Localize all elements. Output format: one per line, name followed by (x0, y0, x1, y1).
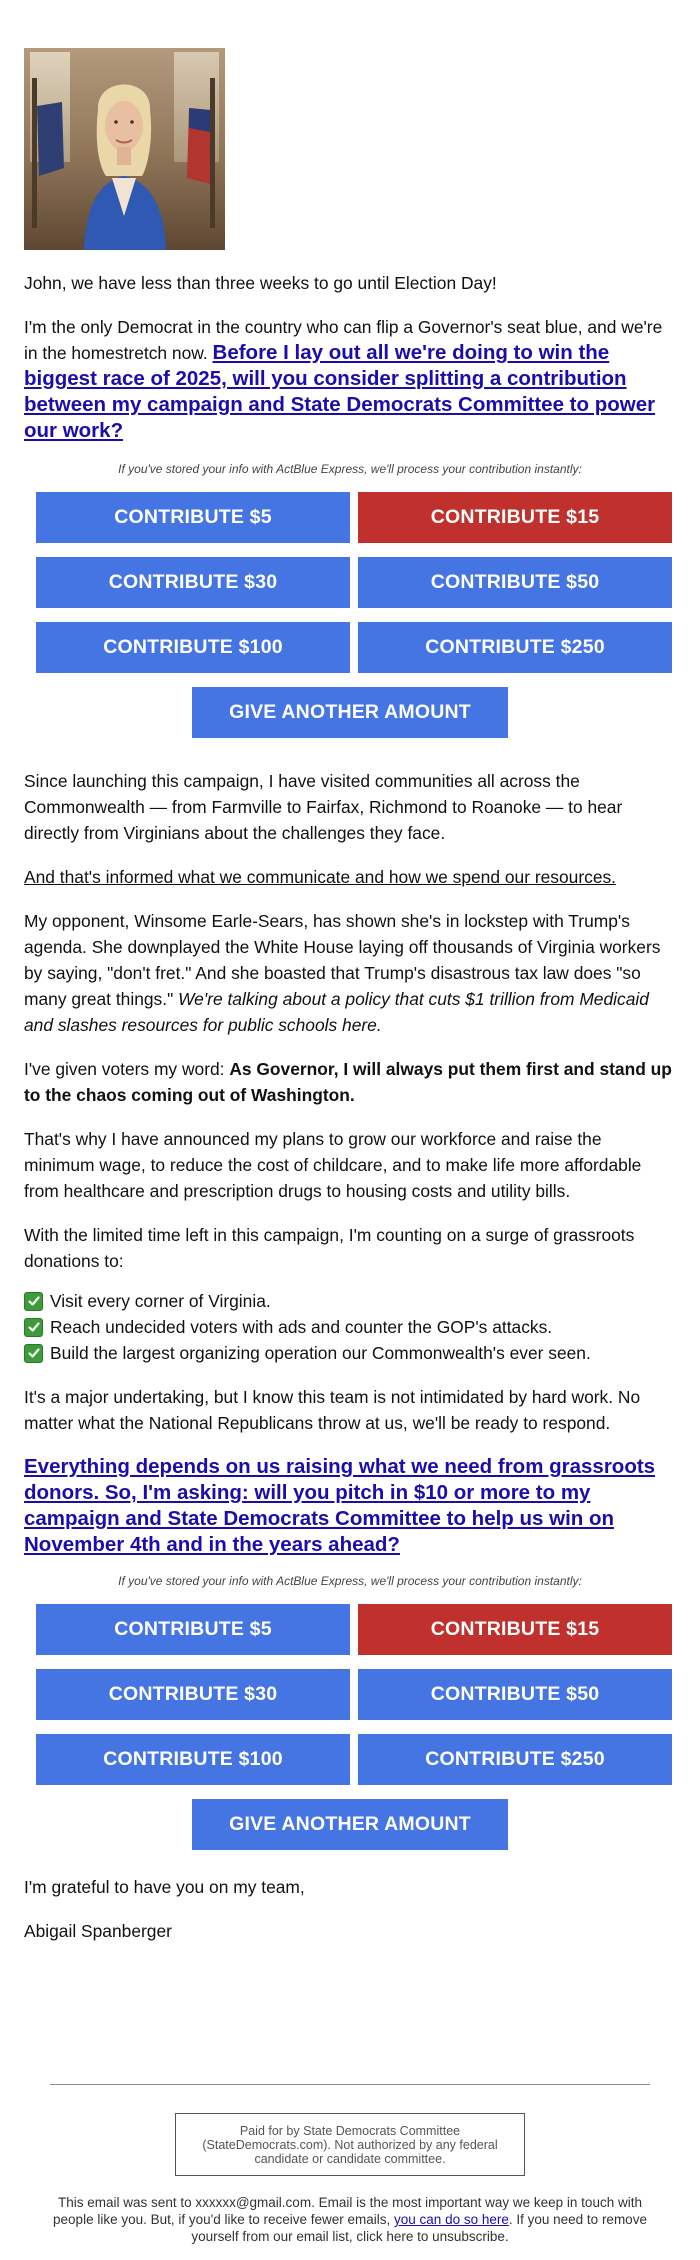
list-item (24, 1314, 676, 1340)
campaign-paragraph: Since launching this campaign, I have visited communities all across the Commonwealth — from Farmville to Fairfax, Richmond to Roanoke — to hear directly from Virginians about the challenges they face. (24, 771, 623, 843)
ask-donate-link[interactable]: Everything depends on us raising what we need from grassroots donors. So, I'm asking: will you pitch in $10 or more to my campaign and State Democrats Committee to help us win on November 4th and in the years ahead? (24, 1455, 656, 1556)
checklist-text: Build the largest organizing operation our Commonwealth's ever seen. (50, 1343, 591, 1363)
contribute-100-button[interactable]: CONTRIBUTE $100 (36, 622, 350, 673)
donation-buttons-2 (36, 1604, 676, 1785)
contribute-30-button[interactable]: CONTRIBUTE $30 (36, 1669, 350, 1720)
opponent-italic: We're talking about a policy that cuts $1 trillion from Medicaid and slashes resources for public schools here. (24, 989, 649, 1035)
contribute-50-button[interactable]: CONTRIBUTE $50 (358, 557, 672, 608)
check-mark-icon (24, 1292, 43, 1311)
promise-bold: As Governor, I will always put them first and stand up to the chaos coming out of Washington. (24, 1059, 672, 1105)
checklist-text: Reach undecided voters with ads and counter the GOP's attacks. (50, 1317, 553, 1337)
signature: Abigail Spanberger (24, 1921, 172, 1941)
email-body (24, 48, 676, 1962)
list-item (24, 1288, 676, 1314)
goals-checklist (24, 1288, 676, 1366)
paid-for-disclaimer: Paid for by State Democrats Committee (StateDemocrats.com). Not authorized by any federal candidate or candidate committee. (175, 2113, 525, 2176)
contribute-250-button[interactable]: CONTRIBUTE $250 (358, 1734, 672, 1785)
footer-divider (50, 2084, 650, 2085)
sent-to-suffix: . Email is the most important way we keep in touch with people like you. But, if you'd like to receive fewer emails, (53, 2195, 642, 2227)
greeting: John, we have less than three weeks to go until Election Day! (24, 273, 497, 293)
sent-to-prefix: This email was sent to (58, 2195, 196, 2210)
candidate-portrait (24, 48, 225, 250)
give-another-amount-button[interactable]: GIVE ANOTHER AMOUNT (192, 687, 508, 738)
contribute-15-button[interactable]: CONTRIBUTE $15 (358, 1604, 672, 1655)
intro-donate-link[interactable]: Before I lay out all we're doing to win the biggest race of 2025, will you consider splitting a contribution between my campaign and State Democrats Committee to power our work? (24, 341, 656, 442)
promise-text: I've given voters my word: (24, 1059, 230, 1079)
check-mark-icon (24, 1344, 43, 1363)
intro-paragraph (24, 314, 676, 444)
contribute-100-button[interactable]: CONTRIBUTE $100 (36, 1734, 350, 1785)
intro-text: I'm the only Democrat in the country who can flip a Governor's seat blue, and we're in the homestretch now. (24, 317, 663, 363)
contribute-50-button[interactable]: CONTRIBUTE $50 (358, 1669, 672, 1720)
list-item (24, 1340, 676, 1366)
plans-paragraph: That's why I have announced my plans to grow our workforce and raise the minimum wage, to reduce the cost of childcare, and to make life more affordable from healthcare and prescription drugs to housing costs and utility bills. (24, 1129, 642, 1201)
contribute-15-button[interactable]: CONTRIBUTE $15 (358, 492, 672, 543)
grassroots-paragraph: With the limited time left in this campaign, I'm counting on a surge of grassroots donations to: (24, 1225, 635, 1271)
resources-paragraph: And that's informed what we communicate and how we spend our resources. (24, 867, 617, 887)
opponent-paragraph (24, 908, 676, 1038)
unsubscribe-text[interactable]: . If you need to remove yourself from our email list, click here to unsubscribe. (191, 2212, 647, 2244)
other-amount-row-2 (24, 1799, 676, 1850)
undertaking-paragraph: It's a major undertaking, but I know this team is not intimidated by hard work. No matter what the National Republicans throw at us, we'll be ready to respond. (24, 1387, 641, 1433)
fewer-emails-link[interactable]: you can do so here (394, 2212, 509, 2227)
contribute-30-button[interactable]: CONTRIBUTE $30 (36, 557, 350, 608)
closing-line: I'm grateful to have you on my team, (24, 1877, 305, 1897)
contribute-250-button[interactable]: CONTRIBUTE $250 (358, 622, 672, 673)
recipient-email: xxxxxx@gmail.com (195, 2195, 312, 2210)
give-another-amount-button[interactable]: GIVE ANOTHER AMOUNT (192, 1799, 508, 1850)
promise-paragraph (24, 1056, 676, 1108)
donation-buttons (36, 492, 676, 673)
unsubscribe-footer (40, 2194, 660, 2245)
opponent-text: My opponent, Winsome Earle-Sears, has shown she's in lockstep with Trump's agenda. She downplayed the White House laying off thousands of Virginia workers by saying, "don't fret." And she boasted that Trump's disastrous tax law does "so many great things." (24, 911, 661, 1009)
contribute-5-button[interactable]: CONTRIBUTE $5 (36, 492, 350, 543)
contribute-5-button[interactable]: CONTRIBUTE $5 (36, 1604, 350, 1655)
other-amount-row (24, 687, 676, 738)
check-mark-icon (24, 1318, 43, 1337)
checklist-text: Visit every corner of Virginia. (50, 1291, 271, 1311)
actblue-note: If you've stored your info with ActBlue Express, we'll process your contribution instantly: (118, 462, 582, 476)
actblue-note-2: If you've stored your info with ActBlue Express, we'll process your contribution instantly: (118, 1574, 582, 1588)
